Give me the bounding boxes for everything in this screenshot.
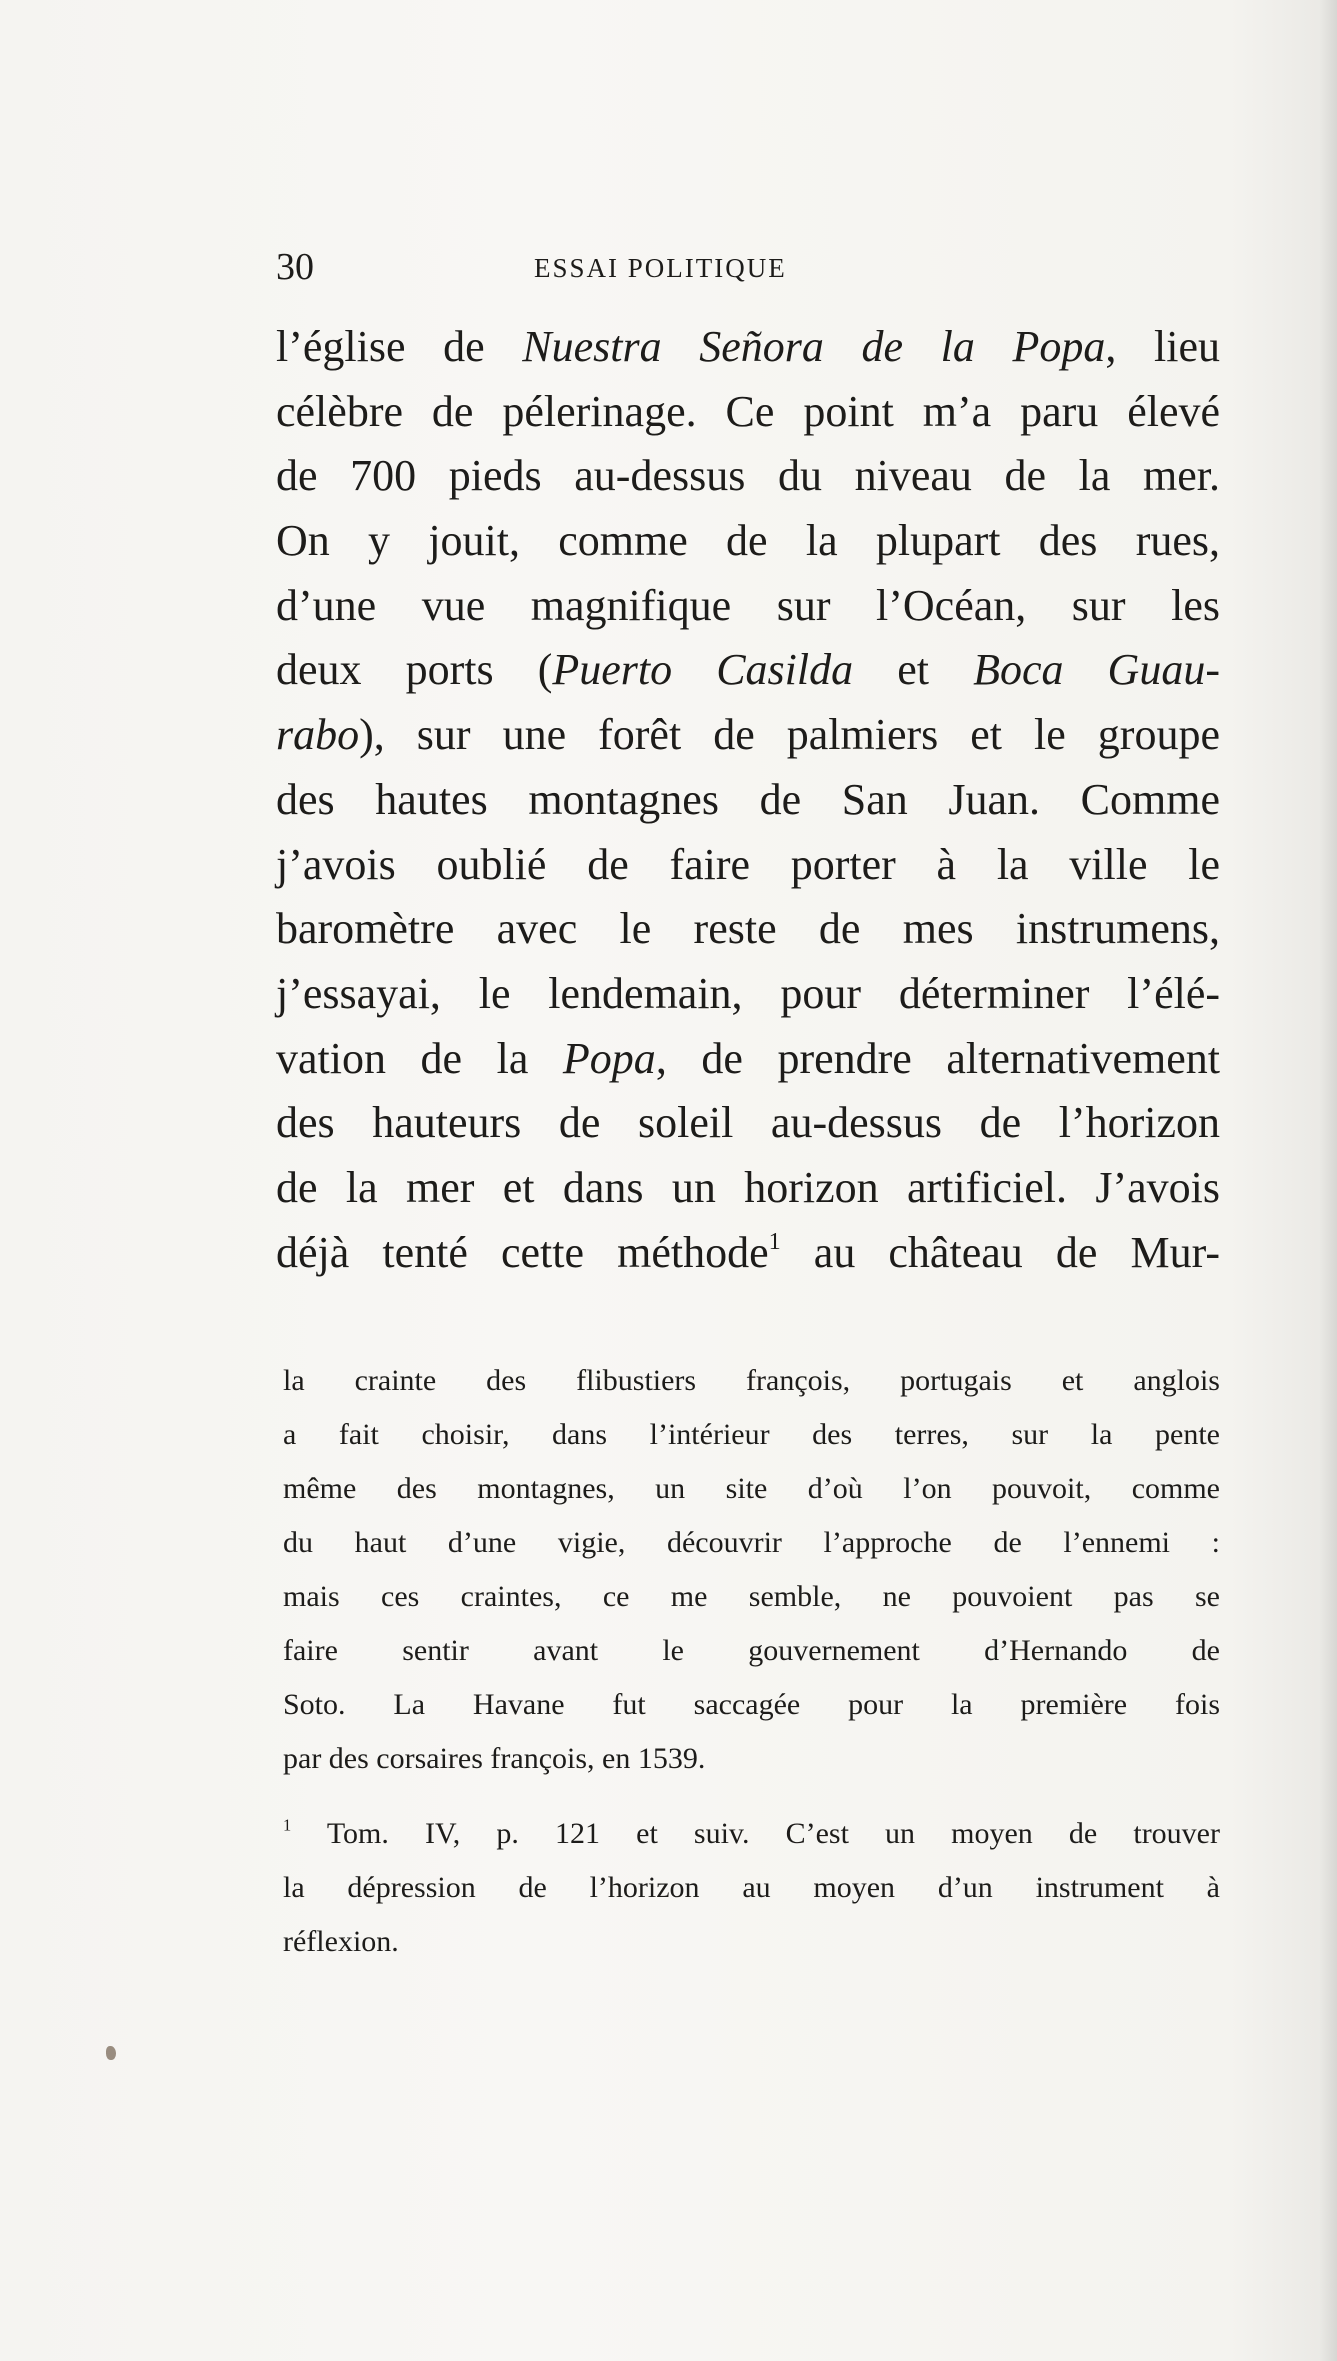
- footnote-number: 1: [283, 1815, 292, 1835]
- running-head: ESSAI POLITIQUE: [534, 253, 787, 283]
- text-line: célèbre de pélerinage. Ce point m’a paru élevé: [276, 386, 1220, 436]
- page-header: [276, 242, 1226, 302]
- footnote-line: la dépression de l’horizon au moyen d’un instrument à: [283, 1871, 1220, 1904]
- text-line: des hautes montagnes de San Juan. Comme: [276, 774, 1220, 824]
- text-line: j’avois oublié de faire porter à la ville le: [276, 839, 1220, 889]
- footnote-line: réflexion.: [283, 1925, 399, 1958]
- footnote-line: par des corsaires françois, en 1539.: [283, 1742, 706, 1775]
- footnote-line: mais ces craintes, ce me semble, ne pouvoient pas se: [283, 1580, 1220, 1613]
- footnote-line: faire sentir avant le gouvernement d’Hernando de: [283, 1634, 1220, 1667]
- main-text: [276, 315, 1220, 1285]
- footnote-line: a fait choisir, dans l’intérieur des terres, sur la pente: [283, 1418, 1220, 1451]
- text-line: de la mer et dans un horizon artificiel. J’avois: [276, 1162, 1220, 1212]
- text-line: deux ports (Puerto Casilda et Boca Guau-: [276, 645, 1220, 695]
- text-line: déjà tenté cette méthode$^1$ au château de Mur-: [276, 1227, 1220, 1277]
- footnote-line: la crainte des flibustiers françois, portugais et anglois: [283, 1364, 1220, 1397]
- footnote-line: $^1$ Tom. IV, p. 121 et suiv. C’est un moyen de trouver: [283, 1815, 1220, 1850]
- text-line: de 700 pieds au-dessus du niveau de la mer.: [276, 451, 1220, 501]
- page-edge-shadow: [1319, 0, 1337, 2361]
- page-number: 30: [276, 246, 314, 288]
- footnote-marker: 1: [768, 1227, 781, 1255]
- footnote-line: du haut d’une vigie, découvrir l’approche de l’ennemi :: [283, 1526, 1220, 1559]
- footnote-continuation: [283, 1354, 1220, 1786]
- text-line: d’une vue magnifique sur l’Océan, sur les: [276, 580, 1220, 630]
- text-line: l’église de Nuestra Señora de la Popa, lieu: [276, 322, 1220, 371]
- footnote-1: [283, 1807, 1220, 1969]
- text-line: rabo), sur une forêt de palmiers et le groupe: [276, 710, 1220, 760]
- footnote-line: même des montagnes, un site d’où l’on pouvoit, comme: [283, 1472, 1220, 1505]
- ink-speck: [106, 2046, 116, 2060]
- text-line: baromètre avec le reste de mes instrumens,: [276, 904, 1220, 954]
- text-line: j’essayai, le lendemain, pour déterminer l’élé-: [276, 968, 1220, 1018]
- footnote-line: Soto. La Havane fut saccagée pour la première fois: [283, 1688, 1220, 1721]
- text-line: On y jouit, comme de la plupart des rues,: [276, 516, 1220, 566]
- text-line: vation de la Popa, de prendre alternativement: [276, 1033, 1220, 1083]
- text-line: des hauteurs de soleil au-dessus de l’horizon: [276, 1098, 1220, 1148]
